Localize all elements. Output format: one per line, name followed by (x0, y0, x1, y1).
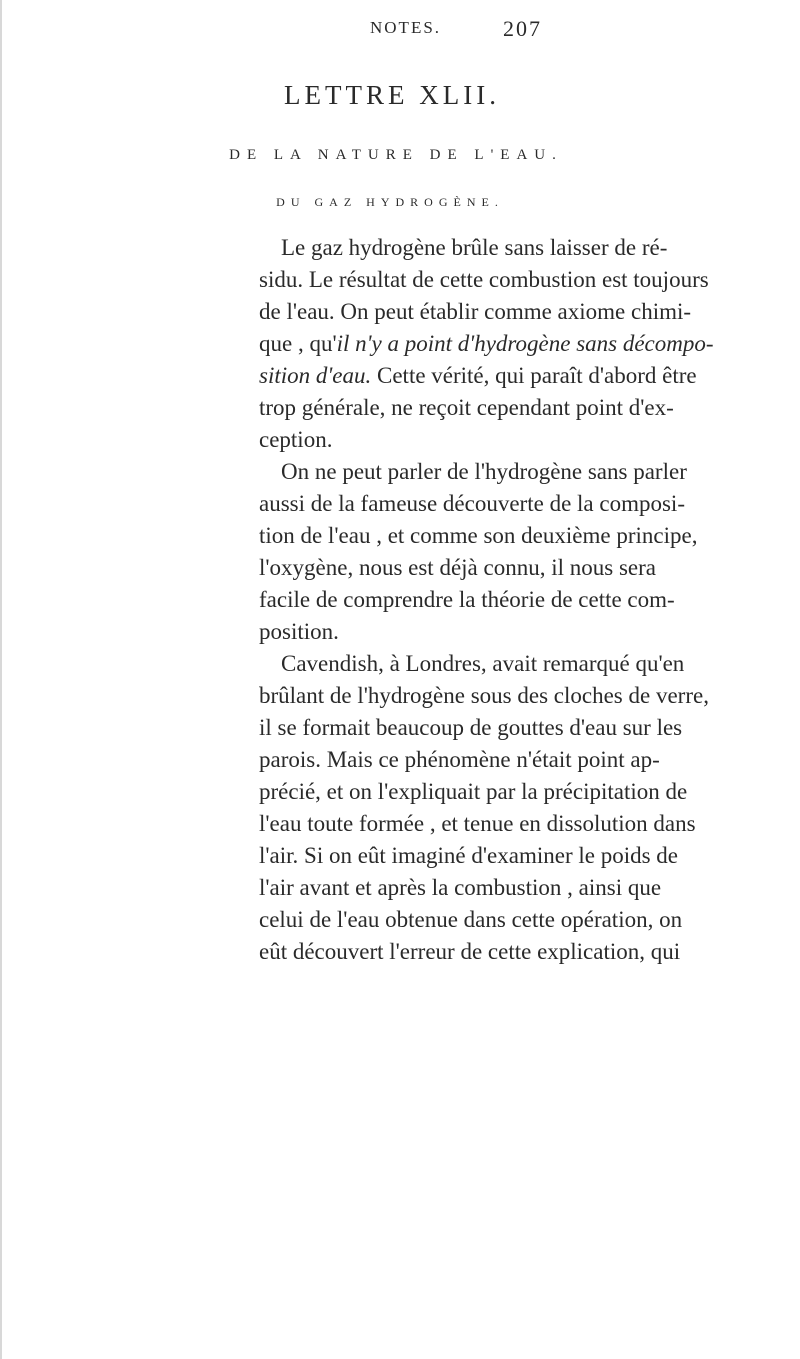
text-line: sidu. Le résultat de cette combustion est toujours (259, 267, 709, 292)
text-line: il se formait beaucoup de gouttes d'eau sur les (259, 715, 683, 740)
running-title: NOTES. (370, 18, 442, 37)
text-line: ception. (259, 427, 333, 452)
text-line: Cavendish, à Londres, avait remarqué qu'en (281, 651, 685, 676)
running-head (0, 16, 800, 46)
text-line: celui de l'eau obtenue dans cette opération, on (259, 907, 683, 932)
text-line: Le gaz hydrogène brûle sans laisser de ré- (281, 235, 668, 260)
text-line (259, 360, 697, 392)
text-line: facile de comprendre la théorie de cette com- (259, 587, 675, 612)
text-line: l'eau toute formée , et tenue en dissolution dans (259, 811, 696, 836)
letter-title: LETTRE XLII. (284, 80, 500, 110)
text-line: eût découvert l'erreur de cette explication, qui (259, 939, 681, 964)
section-subtitle: DE LA NATURE DE L'EAU. (229, 147, 563, 163)
text-line: brûlant de l'hydrogène sous des cloches de verre, (259, 683, 709, 708)
text-line: trop générale, ne reçoit cependant point d'ex- (259, 395, 674, 420)
text-line: position. (259, 619, 339, 644)
text-line: tion de l'eau , et comme son deuxième principe, (259, 523, 698, 548)
text-line (259, 328, 714, 360)
section-subheading: DU GAZ HYDROGÈNE. (276, 195, 504, 209)
text-span: Cette vérité, qui paraît d'abord être (371, 363, 697, 388)
text-line: On ne peut parler de l'hydrogène sans parler (281, 459, 687, 484)
italic-text: sition d'eau. (259, 363, 372, 388)
text-line: aussi de la fameuse découverte de la composi- (259, 491, 685, 516)
italic-text: il n'y a point d'hydrogène sans décompo- (336, 331, 714, 356)
text-line: de l'eau. On peut établir comme axiome chimi- (259, 299, 692, 324)
text-line: parois. Mais ce phénomène n'était point ap- (259, 747, 660, 772)
text-line: précié, et on l'expliquait par la précipitation de (259, 779, 688, 804)
text-line: l'air. Si on eût imaginé d'examiner le poids de (259, 843, 678, 868)
page-number: 207 (503, 16, 542, 41)
text-line: l'air avant et après la combustion , ainsi que (259, 875, 662, 900)
body-text (259, 232, 714, 968)
text-span: que , qu' (259, 331, 337, 356)
text-line: l'oxygène, nous est déjà connu, il nous sera (259, 555, 656, 580)
